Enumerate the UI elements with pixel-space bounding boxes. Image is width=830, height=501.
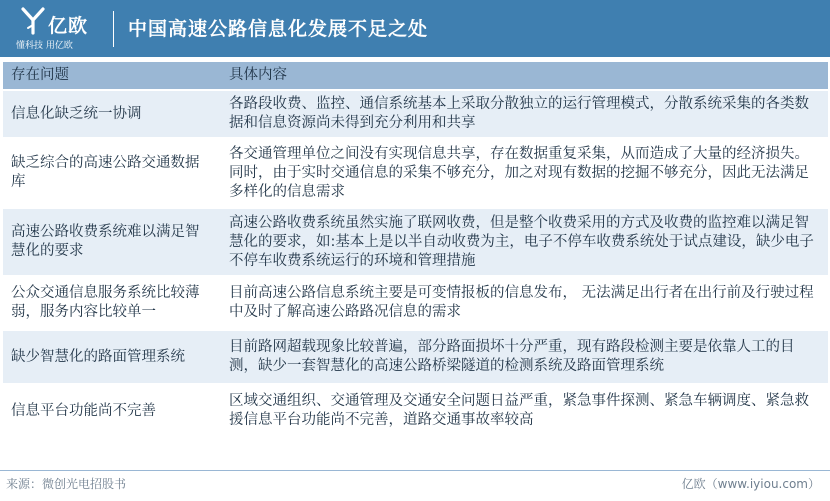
- column-header-problem: 存在问题: [3, 62, 219, 90]
- brand-name: 亿欧: [48, 15, 89, 37]
- problem-cell: 高速公路收费系统难以满足智慧化的要求: [3, 208, 219, 276]
- problem-cell: 信息化缺乏统一协调: [3, 90, 219, 138]
- source-note: 来源：微创光电招股书: [6, 477, 127, 491]
- header-divider: [113, 11, 114, 47]
- issues-table: [3, 62, 828, 439]
- site-credit[interactable]: 亿欧（www.iyiou.com）: [681, 477, 820, 491]
- problem-cell: 缺少智慧化的路面管理系统: [3, 330, 219, 384]
- column-header-detail: 具体内容: [219, 62, 828, 90]
- table-row: [3, 384, 828, 438]
- detail-cell: 目前路网超载现象比较普遍，部分路面损坏十分严重，现有路段检测主要是依靠人工的目测，缺少一套智慧化的高速公路桥梁隧道的检测系统及路面管理系统: [219, 330, 828, 384]
- brand-tagline: 懂科技 用亿欧: [16, 41, 73, 51]
- table-row: [3, 90, 828, 138]
- footer: [0, 470, 830, 501]
- problem-cell: 信息平台功能尚不完善: [3, 384, 219, 438]
- detail-cell: 目前高速公路信息系统主要是可变情报板的信息发布， 无法满足出行者在出行前及行驶过程中及时了解高速公路路况信息的需求: [219, 276, 828, 330]
- brand-logo[interactable]: [12, 4, 104, 52]
- table-header-row: [3, 62, 828, 90]
- table-row: [3, 276, 828, 330]
- header-banner: [0, 0, 830, 57]
- detail-cell: 区域交通组织、交通管理及交通安全问题日益严重，紧急事件探测、紧急车辆调度、紧急救援信息平台功能尚不完善，道路交通事故率较高: [219, 384, 828, 438]
- table-row: [3, 208, 828, 276]
- table-row: [3, 138, 828, 208]
- page-title: 中国高速公路信息化发展不足之处: [128, 18, 429, 40]
- table-row: [3, 330, 828, 384]
- problem-cell: 公众交通信息服务系统比较薄弱，服务内容比较单一: [3, 276, 219, 330]
- detail-cell: 各路段收费、监控、通信系统基本上采取分散独立的运行管理模式，分散系统采集的各类数据和信息资源尚未得到充分利用和共享: [219, 90, 828, 138]
- yiou-y-logo-icon: [20, 6, 46, 36]
- detail-cell: 各交通管理单位之间没有实现信息共享，存在数据重复采集，从而造成了大量的经济损失。同时，由于实时交通信息的采集不够充分，加之对现有数据的挖掘不够充分，因此无法满足多样化的信息需求: [219, 138, 828, 208]
- detail-cell: 高速公路收费系统虽然实施了联网收费，但是整个收费采用的方式及收费的监控难以满足智慧化的要求，如:基本上是以半自动收费为主，电子不停车收费系统处于试点建设，缺少电子不停车收费系统运行的环境和管理措施: [219, 208, 828, 276]
- problem-cell: 缺乏综合的高速公路交通数据库: [3, 138, 219, 208]
